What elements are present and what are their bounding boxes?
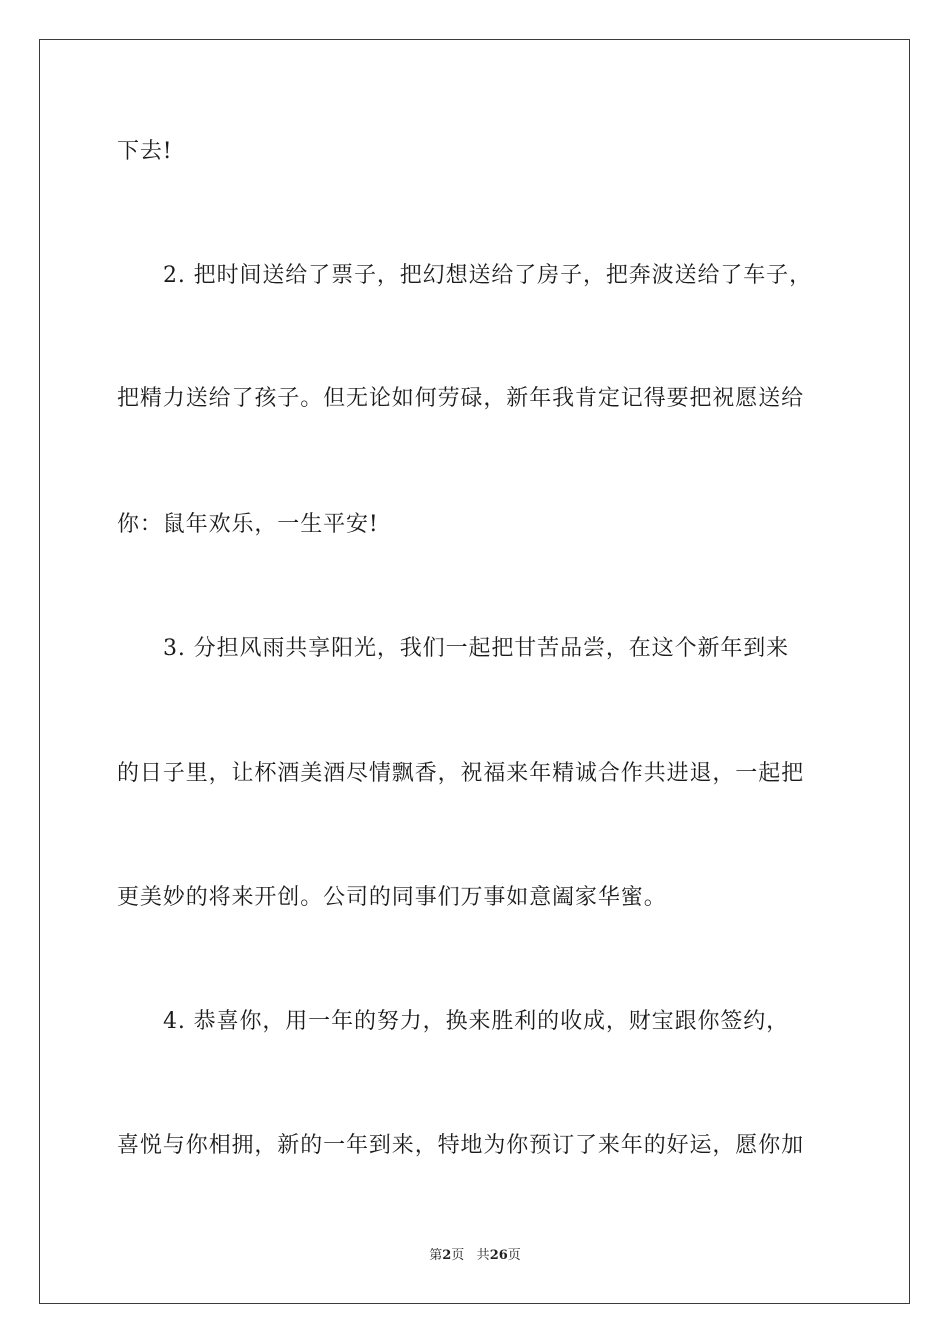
page-number: 2 bbox=[442, 1248, 452, 1263]
text-line-4: 你：鼠年欢乐，一生平安! bbox=[117, 512, 379, 537]
page-suffix: 页 bbox=[451, 1248, 465, 1263]
text-line-6: 的日子里，让杯酒美酒尽情飘香，祝福来年精诚合作共进退，一起把 bbox=[117, 761, 805, 786]
page-border bbox=[39, 39, 910, 1304]
page-prefix: 第 bbox=[429, 1248, 443, 1263]
total-prefix: 共 bbox=[476, 1248, 490, 1263]
text-line-9: 喜悦与你相拥，新的一年到来，特地为你预订了来年的好运，愿你加 bbox=[117, 1133, 805, 1158]
total-suffix: 页 bbox=[507, 1248, 521, 1263]
text-line-8: 4. 恭喜你，用一年的努力，换来胜利的收成，财宝跟你签约， bbox=[163, 1009, 790, 1034]
page-footer bbox=[0, 1247, 950, 1265]
total-pages: 26 bbox=[489, 1248, 508, 1263]
text-line-3: 把精力送给了孩子。但无论如何劳碌，新年我肯定记得要把祝愿送给 bbox=[117, 386, 805, 411]
text-line-1: 下去! bbox=[117, 139, 173, 164]
text-line-2: 2. 把时间送给了票子，把幻想送给了房子，把奔波送给了车子， bbox=[163, 263, 812, 288]
text-line-7: 更美妙的将来开创。公司的同事们万事如意阖家华蜜。 bbox=[117, 885, 667, 910]
text-line-5: 3. 分担风雨共享阳光，我们一起把甘苦品尝，在这个新年到来 bbox=[163, 636, 790, 661]
